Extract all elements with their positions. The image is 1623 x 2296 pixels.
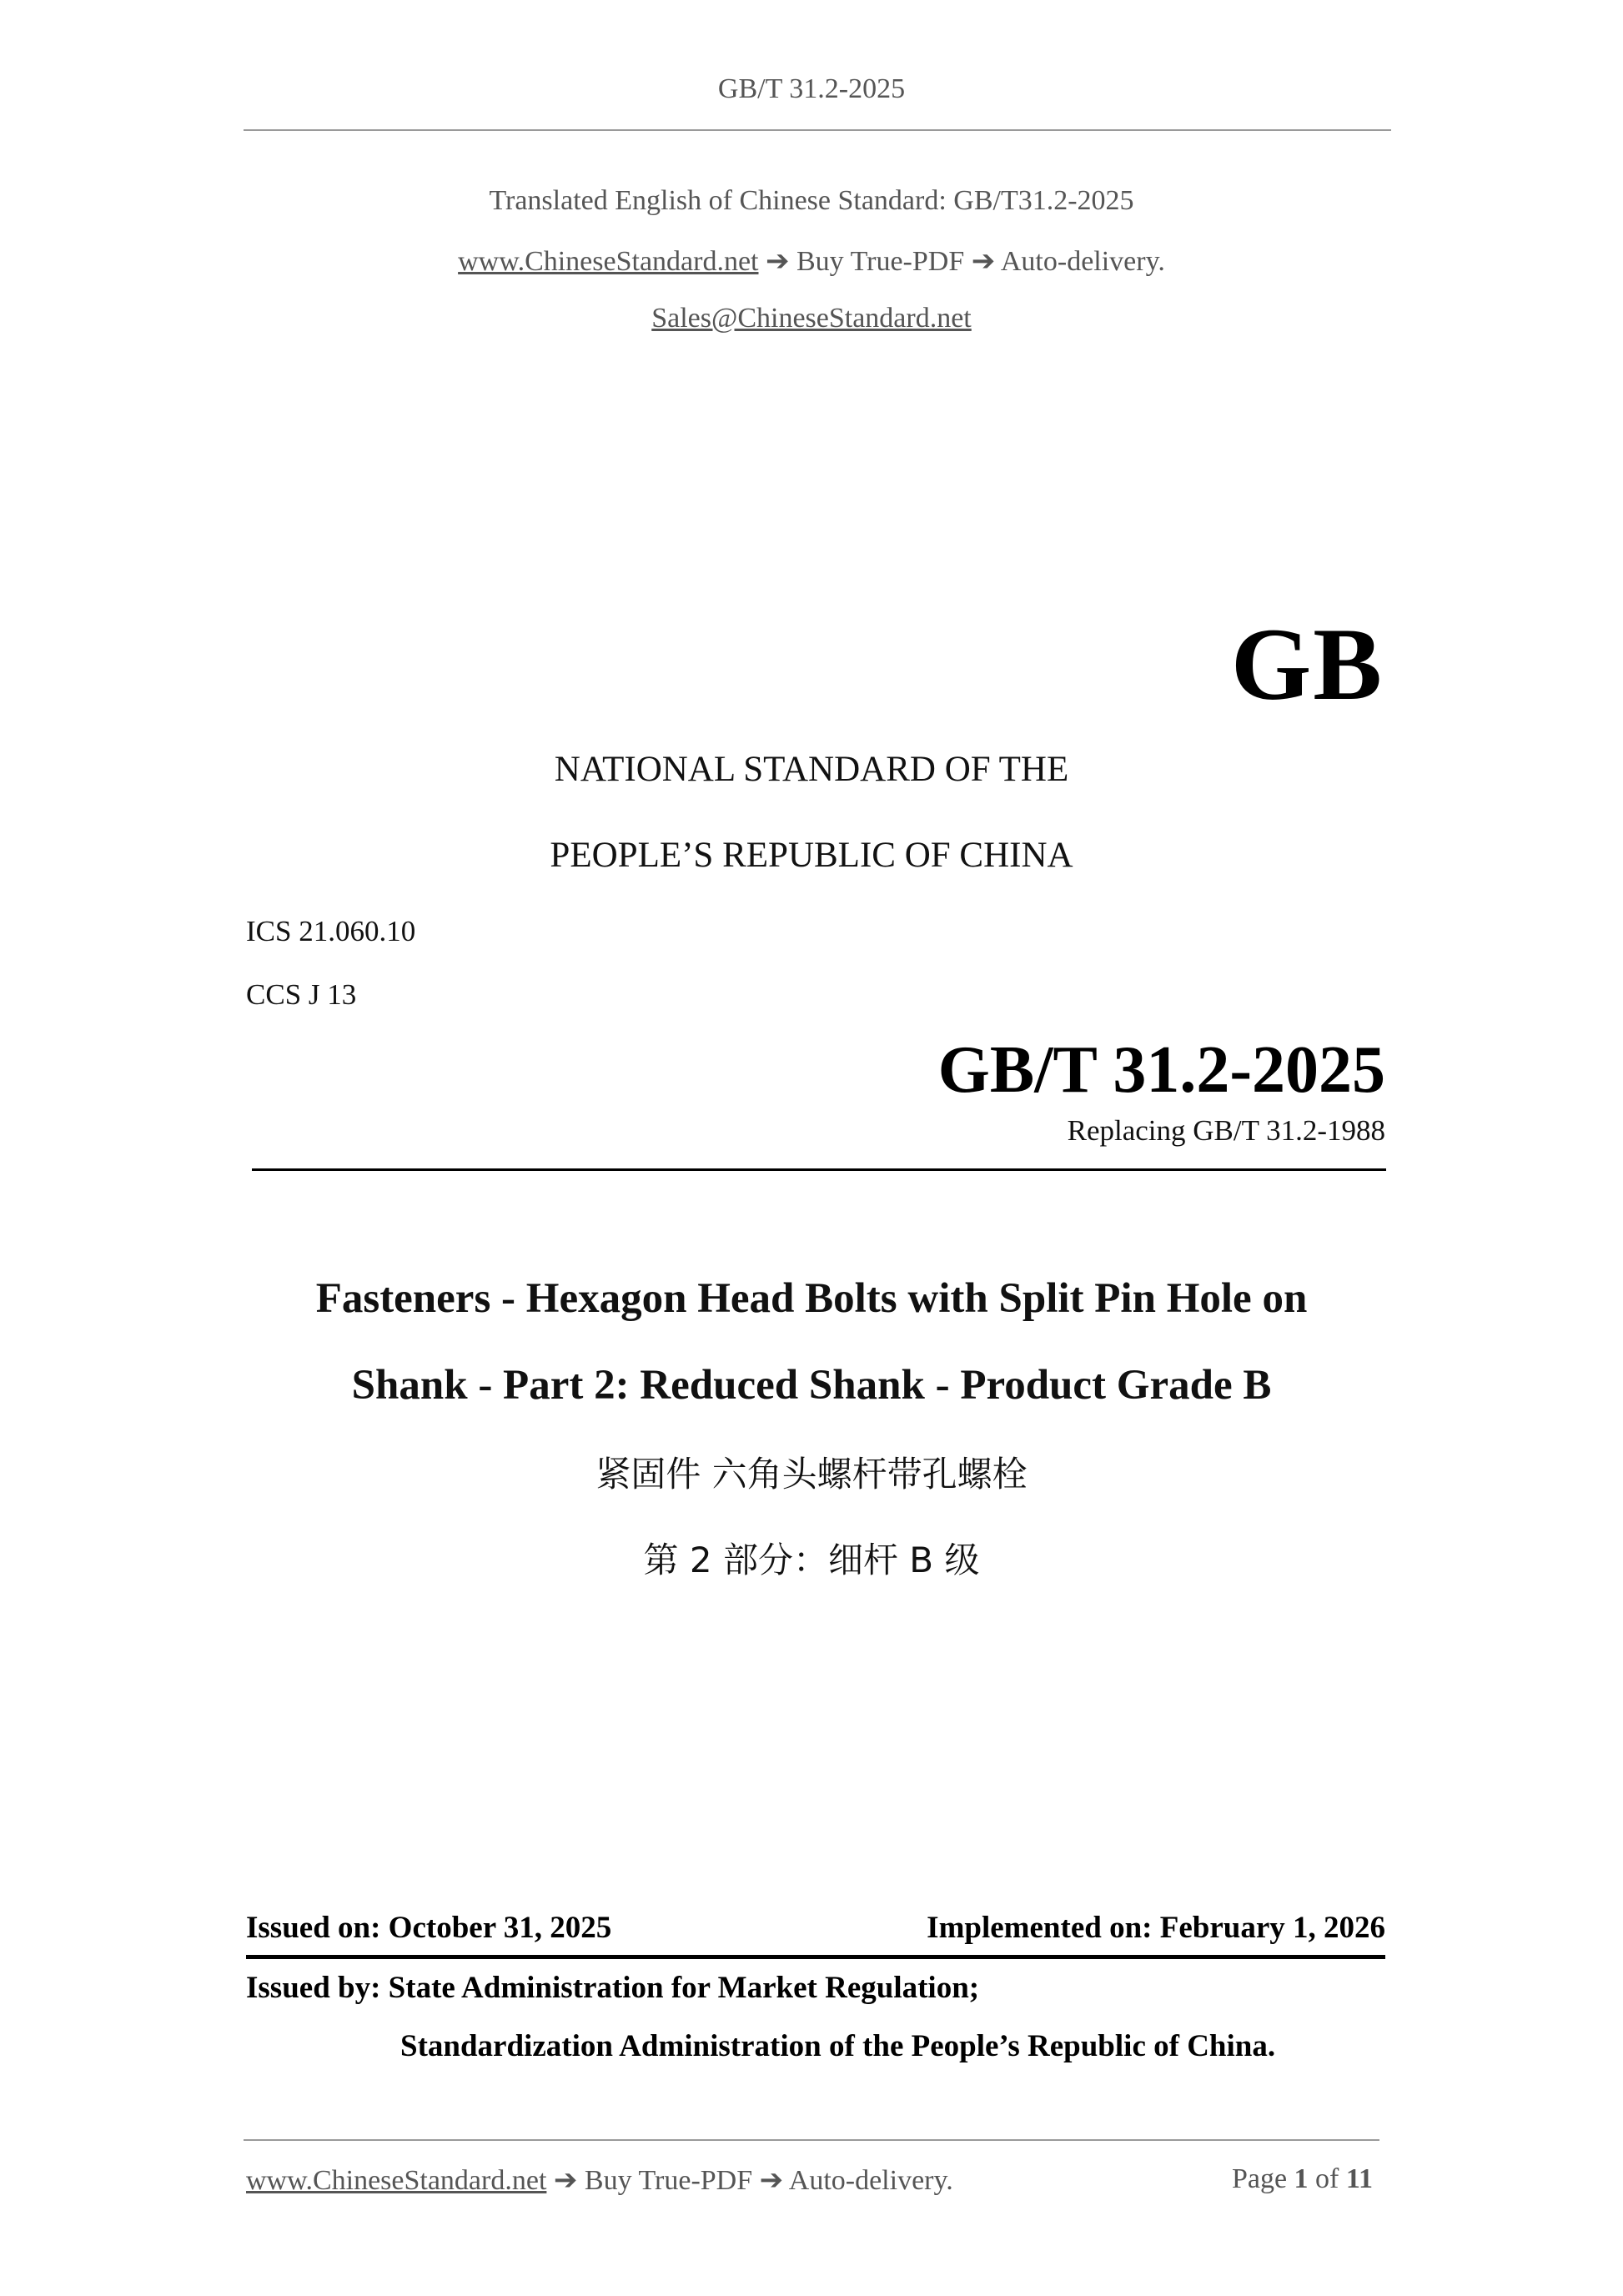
arrow-right-icon: ➔: [553, 2165, 578, 2196]
standard-number-divider: [252, 1168, 1386, 1171]
arrow-right-icon: ➔: [766, 246, 790, 277]
promo-email-line: [0, 303, 1623, 334]
of-label: of: [1315, 2163, 1339, 2194]
replacing-note: Replacing GB/T 31.2-1988: [1067, 1114, 1385, 1147]
title-chinese-line2: 第 2 部分：细杆 B 级: [643, 1540, 980, 1580]
promo-buy-line: [0, 244, 1623, 278]
issued-by-line1: Issued by: State Administration for Market Regulation;: [246, 1971, 980, 2005]
implemented-on-date: Implemented on: February 1, 2026: [927, 1911, 1385, 1945]
page-label: Page: [1231, 2163, 1288, 2194]
issued-on-date: Issued on: October 31, 2025: [246, 1911, 612, 1945]
ics-code: ICS 21.060.10: [246, 915, 416, 947]
site-link[interactable]: www.ChineseStandard.net: [458, 246, 759, 277]
delivery-text: Auto-delivery.: [1000, 246, 1165, 277]
issue-divider: [246, 1955, 1385, 1959]
title-english-line1: Fasteners - Hexagon Head Bolts with Split Pin Hole on: [315, 1275, 1308, 1322]
title-chinese-line1: 紧固件 六角头螺杆带孔螺栓: [595, 1454, 1028, 1495]
issued-by-line2: Standardization Administration of the People’s Republic of China.: [400, 2029, 1276, 2063]
page-indicator: [1232, 2163, 1373, 2195]
gb-logo: GB: [1230, 607, 1384, 721]
page-total: 11: [1345, 2163, 1373, 2194]
footer-site-link[interactable]: www.ChineseStandard.net: [246, 2165, 547, 2196]
title-english-line2: Shank - Part 2: Reduced Shank - Product Grade B: [351, 1362, 1272, 1409]
national-standard-line1: NATIONAL STANDARD OF THE: [554, 750, 1069, 789]
footer-delivery-text: Auto-delivery.: [788, 2165, 953, 2196]
footer-buy-text: Buy True-PDF: [584, 2165, 753, 2196]
page-number: 1: [1294, 2163, 1309, 2194]
footer-buy-line: [246, 2163, 953, 2197]
promo-translation-line: Translated English of Chinese Standard: GB/T31.2-2025: [489, 185, 1134, 216]
sales-email-link[interactable]: Sales@ChineseStandard.net: [651, 303, 972, 334]
national-standard-line2: PEOPLE’S REPUBLIC OF CHINA: [550, 836, 1073, 875]
standard-number: GB/T 31.2-2025: [937, 1033, 1385, 1107]
arrow-right-icon: ➔: [759, 2165, 784, 2196]
header-divider: [244, 129, 1391, 131]
running-header: GB/T 31.2-2025: [717, 73, 906, 104]
footer-divider: [244, 2139, 1379, 2141]
buy-text: Buy True-PDF: [796, 246, 965, 277]
ccs-code: CCS J 13: [246, 978, 357, 1011]
arrow-right-icon: ➔: [971, 246, 996, 277]
